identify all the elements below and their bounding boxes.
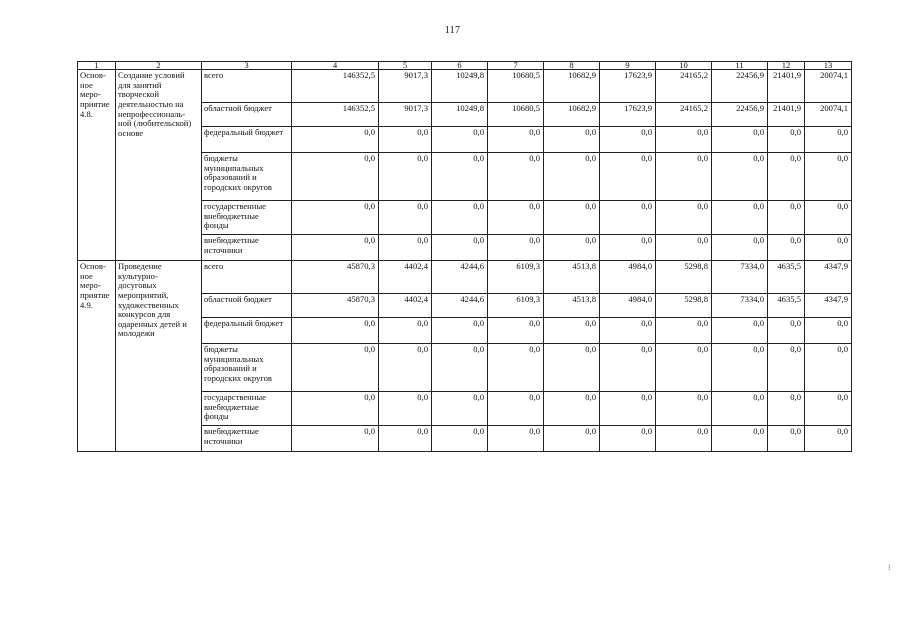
value-cell: 0,0: [432, 235, 488, 261]
value-cell: 0,0: [805, 127, 852, 153]
value-cell: 0,0: [544, 392, 600, 426]
value-cell: 21401,9: [768, 70, 805, 103]
value-cell: 0,0: [432, 201, 488, 235]
value-cell: 0,0: [768, 392, 805, 426]
column-number: 7: [488, 62, 544, 70]
value-cell: 10680,5: [488, 70, 544, 103]
funding-source-cell: государственные внебюджетные фонды: [202, 392, 292, 426]
value-cell: 6109,3: [488, 294, 544, 318]
value-cell: 0,0: [488, 127, 544, 153]
value-cell: 10682,9: [544, 103, 600, 127]
funding-source-cell: внебюджетные источники: [202, 426, 292, 452]
column-number: 3: [202, 62, 292, 70]
value-cell: 0,0: [600, 318, 656, 344]
value-cell: 0,0: [488, 318, 544, 344]
value-cell: 0,0: [544, 318, 600, 344]
value-cell: 0,0: [292, 127, 379, 153]
value-cell: 0,0: [488, 392, 544, 426]
value-cell: 0,0: [488, 201, 544, 235]
value-cell: 0,0: [805, 344, 852, 392]
scan-artifact: ⁝: [888, 563, 891, 572]
table-row: [78, 70, 852, 103]
value-cell: 0,0: [712, 127, 768, 153]
column-number: 6: [432, 62, 488, 70]
funding-source-cell: внебюджетные источники: [202, 235, 292, 261]
value-cell: 4244,6: [432, 294, 488, 318]
value-cell: 0,0: [656, 392, 712, 426]
value-cell: 0,0: [432, 153, 488, 201]
value-cell: 4984,0: [600, 294, 656, 318]
value-cell: 0,0: [656, 318, 712, 344]
value-cell: 0,0: [656, 344, 712, 392]
value-cell: 9017,3: [379, 70, 432, 103]
value-cell: 0,0: [292, 392, 379, 426]
value-cell: 0,0: [805, 318, 852, 344]
activity-description-cell: Создание условий для занятий творческой деятельностью на непрофессиональ- ной (любительской) основе: [116, 70, 202, 261]
value-cell: 0,0: [379, 153, 432, 201]
value-cell: 0,0: [292, 318, 379, 344]
value-cell: 0,0: [432, 318, 488, 344]
value-cell: 146352,5: [292, 70, 379, 103]
table-header: [78, 62, 852, 70]
value-cell: 7334,0: [712, 294, 768, 318]
value-cell: 0,0: [379, 235, 432, 261]
value-cell: 10249,8: [432, 103, 488, 127]
value-cell: 4635,5: [768, 261, 805, 294]
value-cell: 0,0: [768, 153, 805, 201]
value-cell: 0,0: [600, 153, 656, 201]
value-cell: 4984,0: [600, 261, 656, 294]
value-cell: 24165,2: [656, 103, 712, 127]
value-cell: 4244,6: [432, 261, 488, 294]
value-cell: 10682,9: [544, 70, 600, 103]
column-number: 5: [379, 62, 432, 70]
value-cell: 0,0: [544, 127, 600, 153]
value-cell: 0,0: [379, 344, 432, 392]
value-cell: 4513,8: [544, 261, 600, 294]
value-cell: 0,0: [600, 344, 656, 392]
value-cell: 0,0: [656, 201, 712, 235]
column-number: 2: [116, 62, 202, 70]
value-cell: 146352,5: [292, 103, 379, 127]
funding-source-cell: областной бюджет: [202, 103, 292, 127]
value-cell: 0,0: [712, 318, 768, 344]
column-number: 9: [600, 62, 656, 70]
value-cell: 0,0: [432, 127, 488, 153]
column-number: 10: [656, 62, 712, 70]
funding-source-cell: областной бюджет: [202, 294, 292, 318]
value-cell: 17623,9: [600, 103, 656, 127]
value-cell: 22456,9: [712, 70, 768, 103]
value-cell: 0,0: [488, 344, 544, 392]
column-number: 13: [805, 62, 852, 70]
table-row: [78, 261, 852, 294]
value-cell: 45870,3: [292, 261, 379, 294]
value-cell: 20074,1: [805, 103, 852, 127]
value-cell: 0,0: [379, 201, 432, 235]
value-cell: 0,0: [544, 426, 600, 452]
value-cell: 0,0: [712, 344, 768, 392]
value-cell: 5298,8: [656, 261, 712, 294]
funding-source-cell: бюджеты муниципальных образований и городских округов: [202, 344, 292, 392]
value-cell: 0,0: [712, 235, 768, 261]
value-cell: 0,0: [805, 201, 852, 235]
column-number: 4: [292, 62, 379, 70]
value-cell: 4347,9: [805, 261, 852, 294]
value-cell: 0,0: [656, 426, 712, 452]
column-number: 12: [768, 62, 805, 70]
value-cell: 4402,4: [379, 261, 432, 294]
value-cell: 22456,9: [712, 103, 768, 127]
value-cell: 0,0: [432, 392, 488, 426]
value-cell: 0,0: [488, 426, 544, 452]
value-cell: 0,0: [712, 153, 768, 201]
value-cell: 0,0: [805, 153, 852, 201]
value-cell: 0,0: [768, 318, 805, 344]
value-cell: 0,0: [805, 392, 852, 426]
value-cell: 0,0: [712, 392, 768, 426]
value-cell: 6109,3: [488, 261, 544, 294]
funding-source-cell: всего: [202, 261, 292, 294]
value-cell: 17623,9: [600, 70, 656, 103]
value-cell: 45870,3: [292, 294, 379, 318]
value-cell: 4402,4: [379, 294, 432, 318]
value-cell: 10249,8: [432, 70, 488, 103]
value-cell: 0,0: [379, 127, 432, 153]
value-cell: 0,0: [379, 392, 432, 426]
value-cell: 7334,0: [712, 261, 768, 294]
value-cell: 4347,9: [805, 294, 852, 318]
column-number: 1: [78, 62, 116, 70]
value-cell: 0,0: [656, 127, 712, 153]
value-cell: 0,0: [379, 318, 432, 344]
budget-table: [77, 61, 852, 452]
page-number: 117: [444, 25, 461, 36]
column-number: 11: [712, 62, 768, 70]
value-cell: 0,0: [600, 426, 656, 452]
funding-source-cell: федеральный бюджет: [202, 318, 292, 344]
value-cell: 4635,5: [768, 294, 805, 318]
value-cell: 0,0: [544, 344, 600, 392]
value-cell: 0,0: [379, 426, 432, 452]
value-cell: 0,0: [712, 201, 768, 235]
value-cell: 10680,5: [488, 103, 544, 127]
value-cell: 0,0: [600, 127, 656, 153]
value-cell: 0,0: [656, 153, 712, 201]
value-cell: 0,0: [768, 201, 805, 235]
value-cell: 0,0: [292, 153, 379, 201]
funding-source-cell: государственные внебюджетные фонды: [202, 201, 292, 235]
value-cell: 0,0: [805, 235, 852, 261]
value-cell: 0,0: [600, 235, 656, 261]
value-cell: 9017,3: [379, 103, 432, 127]
funding-source-cell: федеральный бюджет: [202, 127, 292, 153]
value-cell: 0,0: [768, 344, 805, 392]
value-cell: 20074,1: [805, 70, 852, 103]
value-cell: 0,0: [292, 201, 379, 235]
value-cell: 0,0: [544, 235, 600, 261]
funding-source-cell: бюджеты муниципальных образований и городских округов: [202, 153, 292, 201]
value-cell: 0,0: [292, 235, 379, 261]
value-cell: 0,0: [600, 201, 656, 235]
column-number: 8: [544, 62, 600, 70]
value-cell: 0,0: [544, 201, 600, 235]
value-cell: 24165,2: [656, 70, 712, 103]
activity-id-cell: Основ- ное меро- приятие 4.8.: [78, 70, 116, 261]
value-cell: 0,0: [805, 426, 852, 452]
value-cell: 0,0: [768, 127, 805, 153]
value-cell: 0,0: [488, 235, 544, 261]
value-cell: 0,0: [544, 153, 600, 201]
activity-id-cell: Основ- ное меро- приятие 4.9.: [78, 261, 116, 452]
value-cell: 5298,8: [656, 294, 712, 318]
value-cell: 0,0: [292, 426, 379, 452]
value-cell: 0,0: [656, 235, 712, 261]
activity-description-cell: Проведение культурно- досуговых мероприятий, художественных конкурсов для одаренных детей и молодежи: [116, 261, 202, 452]
value-cell: 0,0: [432, 344, 488, 392]
value-cell: 0,0: [488, 153, 544, 201]
value-cell: 0,0: [768, 235, 805, 261]
value-cell: 21401,9: [768, 103, 805, 127]
value-cell: 0,0: [768, 426, 805, 452]
value-cell: 0,0: [432, 426, 488, 452]
value-cell: 4513,8: [544, 294, 600, 318]
table-body: [78, 70, 852, 452]
funding-source-cell: всего: [202, 70, 292, 103]
column-number-row: [78, 62, 852, 70]
value-cell: 0,0: [600, 392, 656, 426]
value-cell: 0,0: [292, 344, 379, 392]
value-cell: 0,0: [712, 426, 768, 452]
